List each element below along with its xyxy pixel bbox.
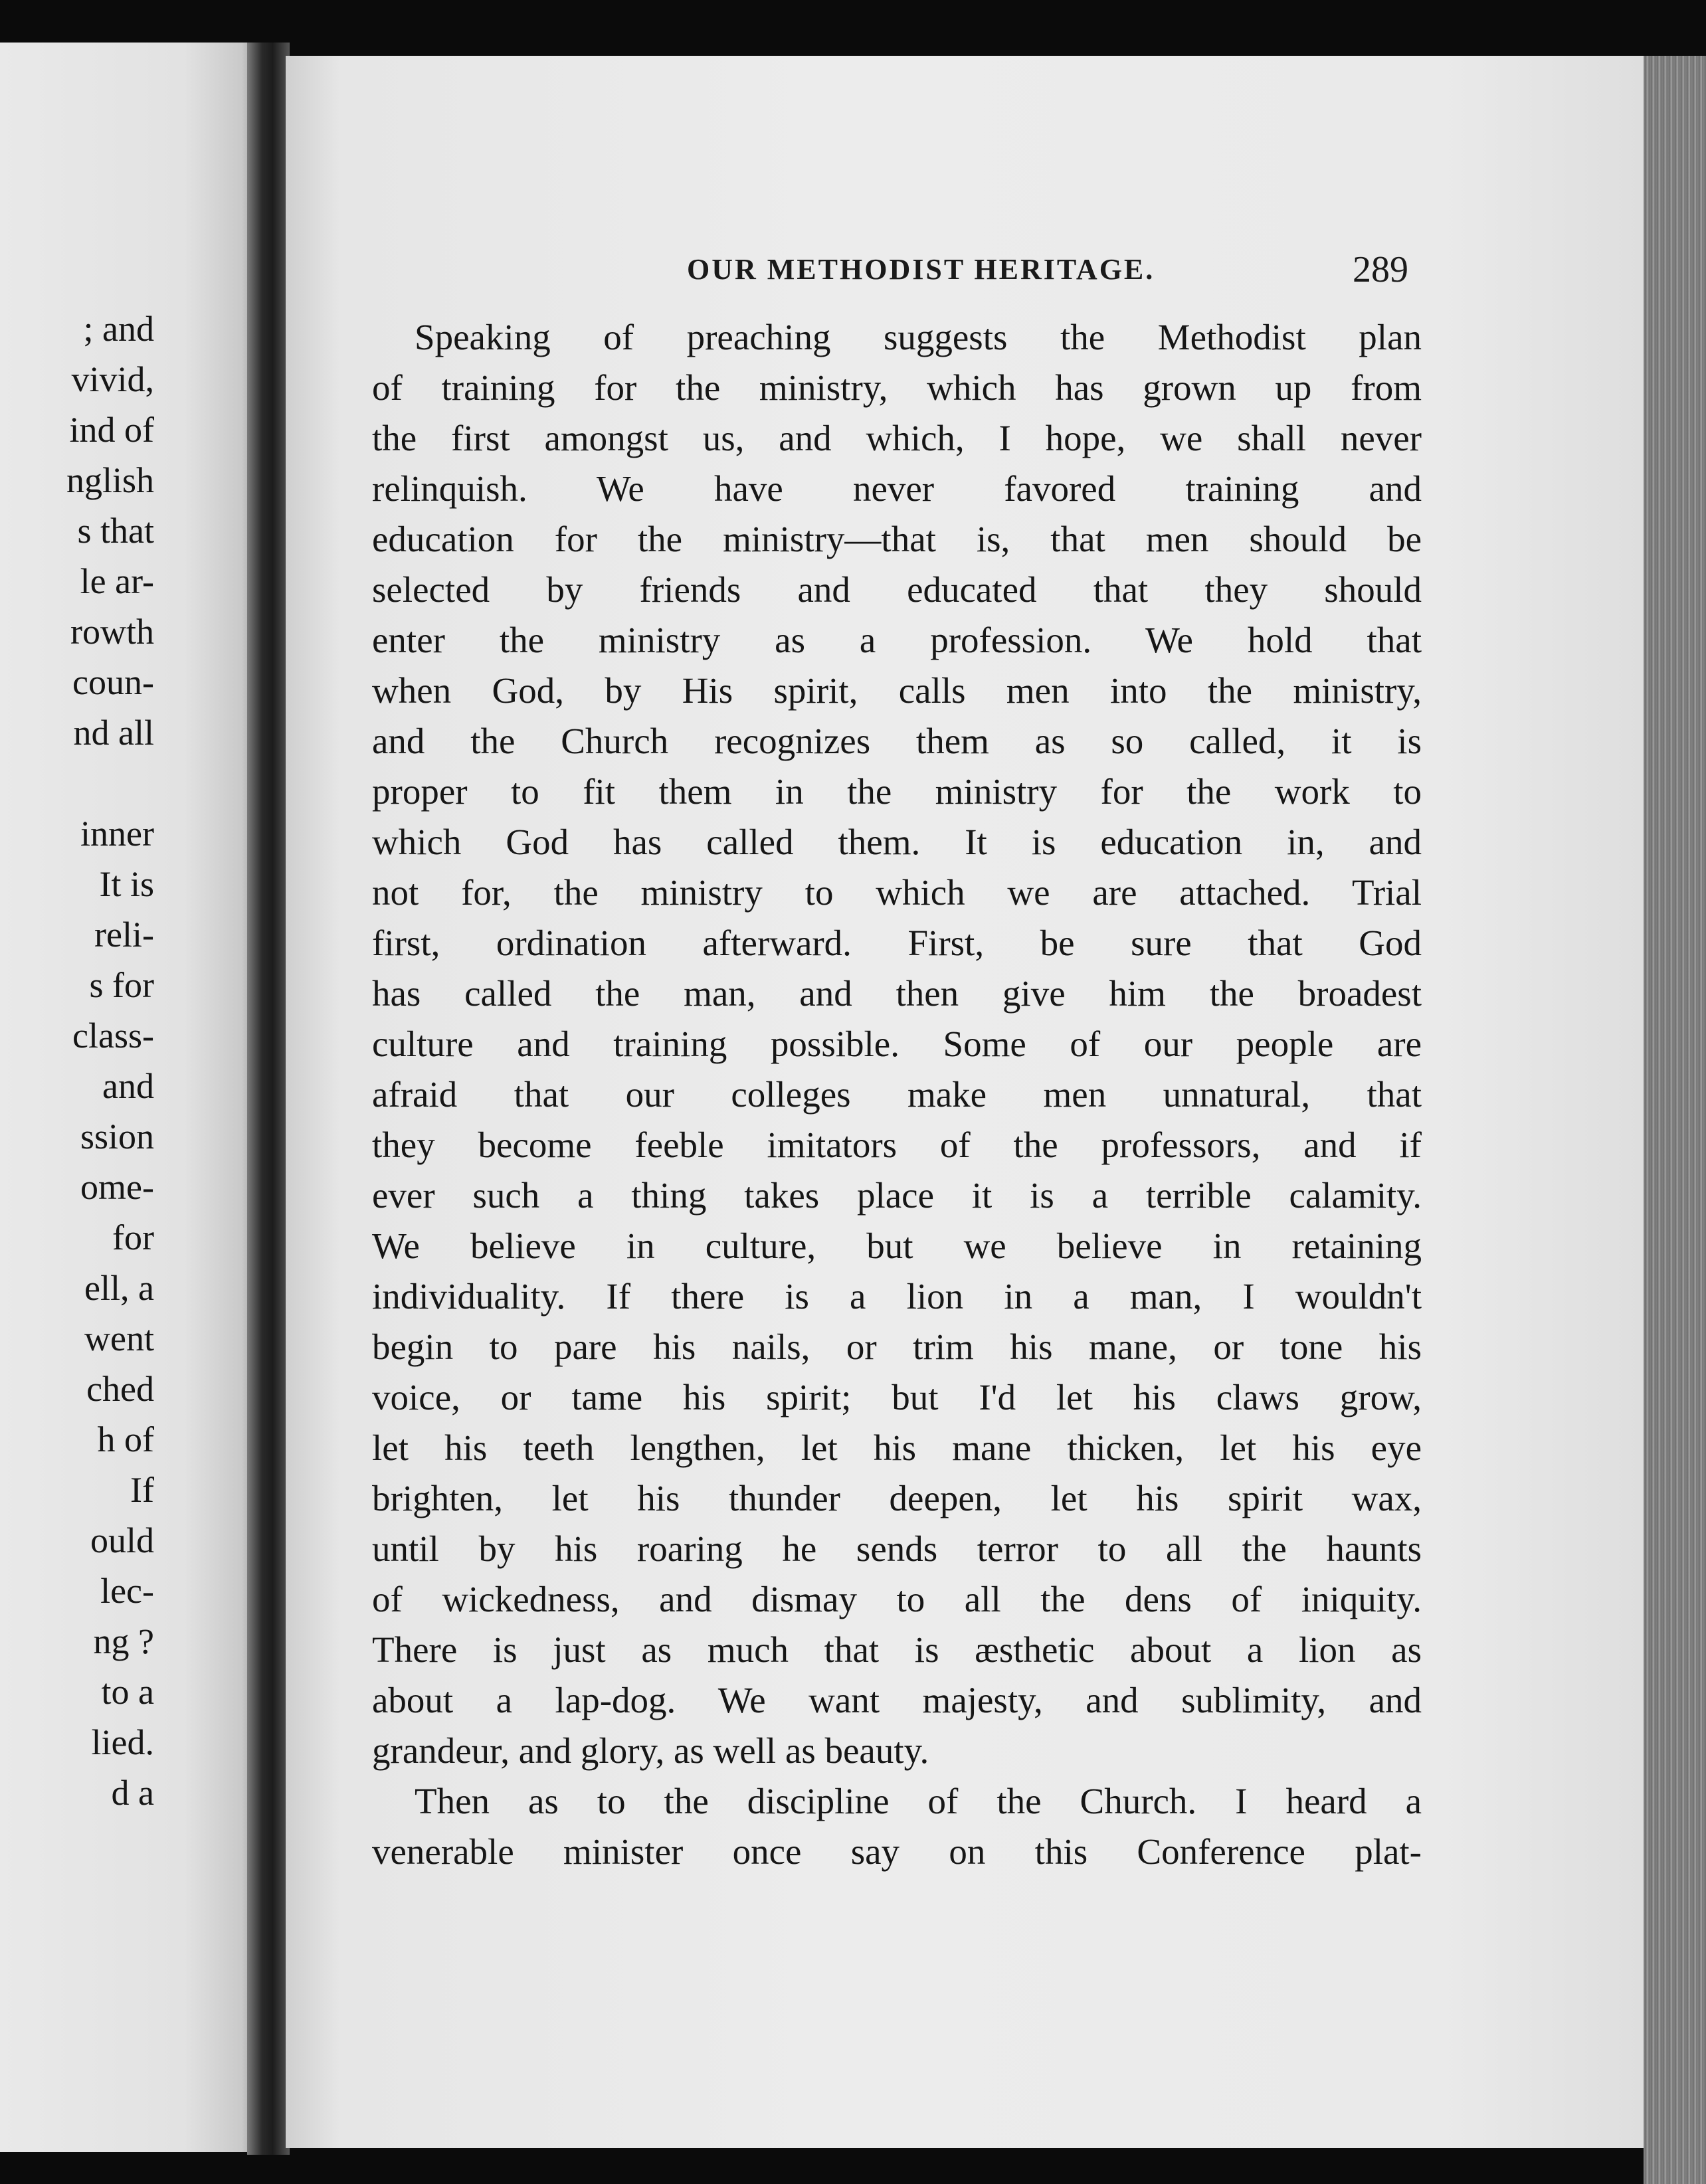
- text-line: education for the ministry—that is, that men should be: [372, 519, 1422, 559]
- text-line: proper to fit them in the ministry for the work to: [372, 771, 1422, 812]
- left-fragment: vivid,: [71, 359, 154, 399]
- left-fragment: for: [112, 1218, 154, 1257]
- left-fragment: ould: [90, 1520, 154, 1560]
- text-line: culture and training possible. Some of our people are: [372, 1024, 1422, 1064]
- left-fragment: d a: [111, 1773, 154, 1813]
- left-fragment: nglish: [66, 460, 154, 500]
- left-fragment: s for: [89, 965, 154, 1005]
- text-line: which God has called them. It is education in, and: [372, 822, 1422, 862]
- text-line: grandeur, and glory, as well as beauty.: [372, 1730, 929, 1771]
- text-line: Speaking of preaching suggests the Methodist plan: [415, 317, 1422, 357]
- text-line: brighten, let his thunder deepen, let his spirit wax,: [372, 1478, 1422, 1518]
- left-fragment: s that: [77, 511, 154, 551]
- book-gutter: [247, 43, 290, 2155]
- left-fragment: le ar-: [80, 561, 154, 601]
- left-fragment: nd all: [73, 713, 154, 753]
- text-line: not for, the ministry to which we are attached. Trial: [372, 872, 1422, 913]
- left-fragment: If: [130, 1470, 154, 1510]
- text-line: enter the ministry as a profession. We hold that: [372, 620, 1422, 660]
- page-edges: [1644, 56, 1706, 2184]
- text-line: We believe in culture, but we believe in retaining: [372, 1226, 1422, 1266]
- text-line: they become feeble imitators of the professors, and if: [372, 1125, 1422, 1165]
- left-fragment: ; and: [83, 309, 154, 349]
- previous-page: [0, 43, 263, 2152]
- text-line: of training for the ministry, which has grown up from: [372, 367, 1422, 408]
- text-line: individuality. If there is a lion in a man, I wouldn't: [372, 1276, 1422, 1317]
- text-line: relinquish. We have never favored training and: [372, 468, 1422, 509]
- page-number: 289: [1353, 249, 1408, 290]
- text-line: begin to pare his nails, or trim his mane, or tone his: [372, 1326, 1422, 1367]
- text-line: of wickedness, and dismay to all the dens of iniquity.: [372, 1579, 1422, 1619]
- left-fragment: inner: [80, 814, 154, 854]
- left-fragment: reli-: [94, 915, 154, 955]
- text-line: selected by friends and educated that they should: [372, 569, 1422, 610]
- left-fragment: class-: [72, 1016, 154, 1055]
- left-fragment: ell, a: [84, 1268, 154, 1308]
- left-fragment: ind of: [69, 410, 154, 450]
- text-line: and the Church recognizes them as so called, it is: [372, 721, 1422, 761]
- text-line: ever such a thing takes place it is a terrible calamity.: [372, 1175, 1422, 1216]
- text-line: afraid that our colleges make men unnatural, that: [372, 1074, 1422, 1115]
- text-line: voice, or tame his spirit; but I'd let his claws grow,: [372, 1377, 1422, 1417]
- left-fragment: lied.: [91, 1722, 154, 1762]
- text-line: Then as to the discipline of the Church. I heard a: [415, 1781, 1422, 1821]
- left-fragment: coun-: [72, 662, 154, 702]
- text-line: first, ordination afterward. First, be sure that God: [372, 923, 1422, 963]
- left-fragment: It is: [99, 864, 154, 904]
- text-line: venerable minister once say on this Conference plat-: [372, 1831, 1422, 1872]
- left-fragment: h of: [97, 1419, 154, 1459]
- left-fragment: ched: [86, 1369, 154, 1409]
- left-fragment: and: [102, 1066, 154, 1106]
- text-line: has called the man, and then give him the broadest: [372, 973, 1422, 1014]
- text-line: when God, by His spirit, calls men into the ministry,: [372, 670, 1422, 711]
- running-head: OUR METHODIST HERITAGE.: [687, 253, 1155, 286]
- left-fragment: ssion: [80, 1117, 154, 1156]
- left-fragment: to a: [101, 1672, 154, 1712]
- left-fragment: ome-: [80, 1167, 154, 1207]
- text-line: about a lap-dog. We want majesty, and sublimity, and: [372, 1680, 1422, 1720]
- left-fragment: ng ?: [93, 1621, 154, 1661]
- text-line: until by his roaring he sends terror to all the haunts: [372, 1528, 1422, 1569]
- left-fragment: lec-: [100, 1571, 154, 1611]
- text-line: There is just as much that is æsthetic about a lion as: [372, 1629, 1422, 1670]
- text-line: let his teeth lengthen, let his mane thicken, let his eye: [372, 1427, 1422, 1468]
- left-fragment: rowth: [70, 612, 154, 652]
- text-line: the first amongst us, and which, I hope, we shall never: [372, 418, 1422, 458]
- left-fragment: went: [84, 1319, 154, 1358]
